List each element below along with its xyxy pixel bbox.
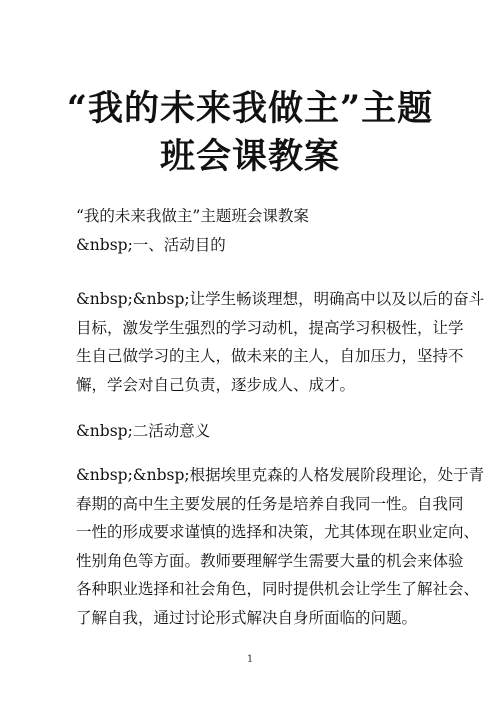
paragraph-line: &nbsp;&nbsp;让学生畅谈理想，明确高中以及以后的奋斗 [76,290,485,308]
paragraph-line: 性别角色等方面。教师要理解学生需要大量的机会来体验 [76,551,464,570]
paragraph-line: 生自己做学习的主人，做未来的主人，自加压力，坚持不 [76,347,464,365]
page-number: 1 [246,654,254,665]
section-2-heading-block [76,417,436,446]
section-2-body [76,461,485,632]
paragraph-line: &nbsp;&nbsp;根据埃里克森的人格发展阶段理论，处于青 [76,466,485,484]
document-title-line-2: 班会课教案 [159,136,340,177]
section-1-body [76,285,485,399]
paragraph-line: 春期的高中生主要发展的任务是培养自我同一性。自我同 [76,494,464,513]
paragraph-line: 一性的形成要求谨慎的选择和决策，尤其体现在职业定向、 [76,523,480,541]
paragraph-line: 懈，学会对自己负责，逐步成人、成才。 [76,375,356,394]
paragraph-line: 了解自我，通过讨论形式解决自身所面临的问题。 [76,608,418,627]
document-subtitle: “我的未来我做主”主题班会课教案 [76,207,309,225]
paragraph-line: 各种职业选择和社会角色，同时提供机会让学生了解社会、 [76,580,480,598]
section-2-heading: &nbsp;二活动意义 [76,422,211,440]
section-1-heading: &nbsp;一、活动目的 [76,235,226,254]
intro-block [76,202,436,259]
document-title-line-1: “我的未来我做主”主题 [66,88,434,129]
paragraph-line: 目标，激发学生强烈的学习动机，提高学习积极性，让学 [76,318,464,337]
